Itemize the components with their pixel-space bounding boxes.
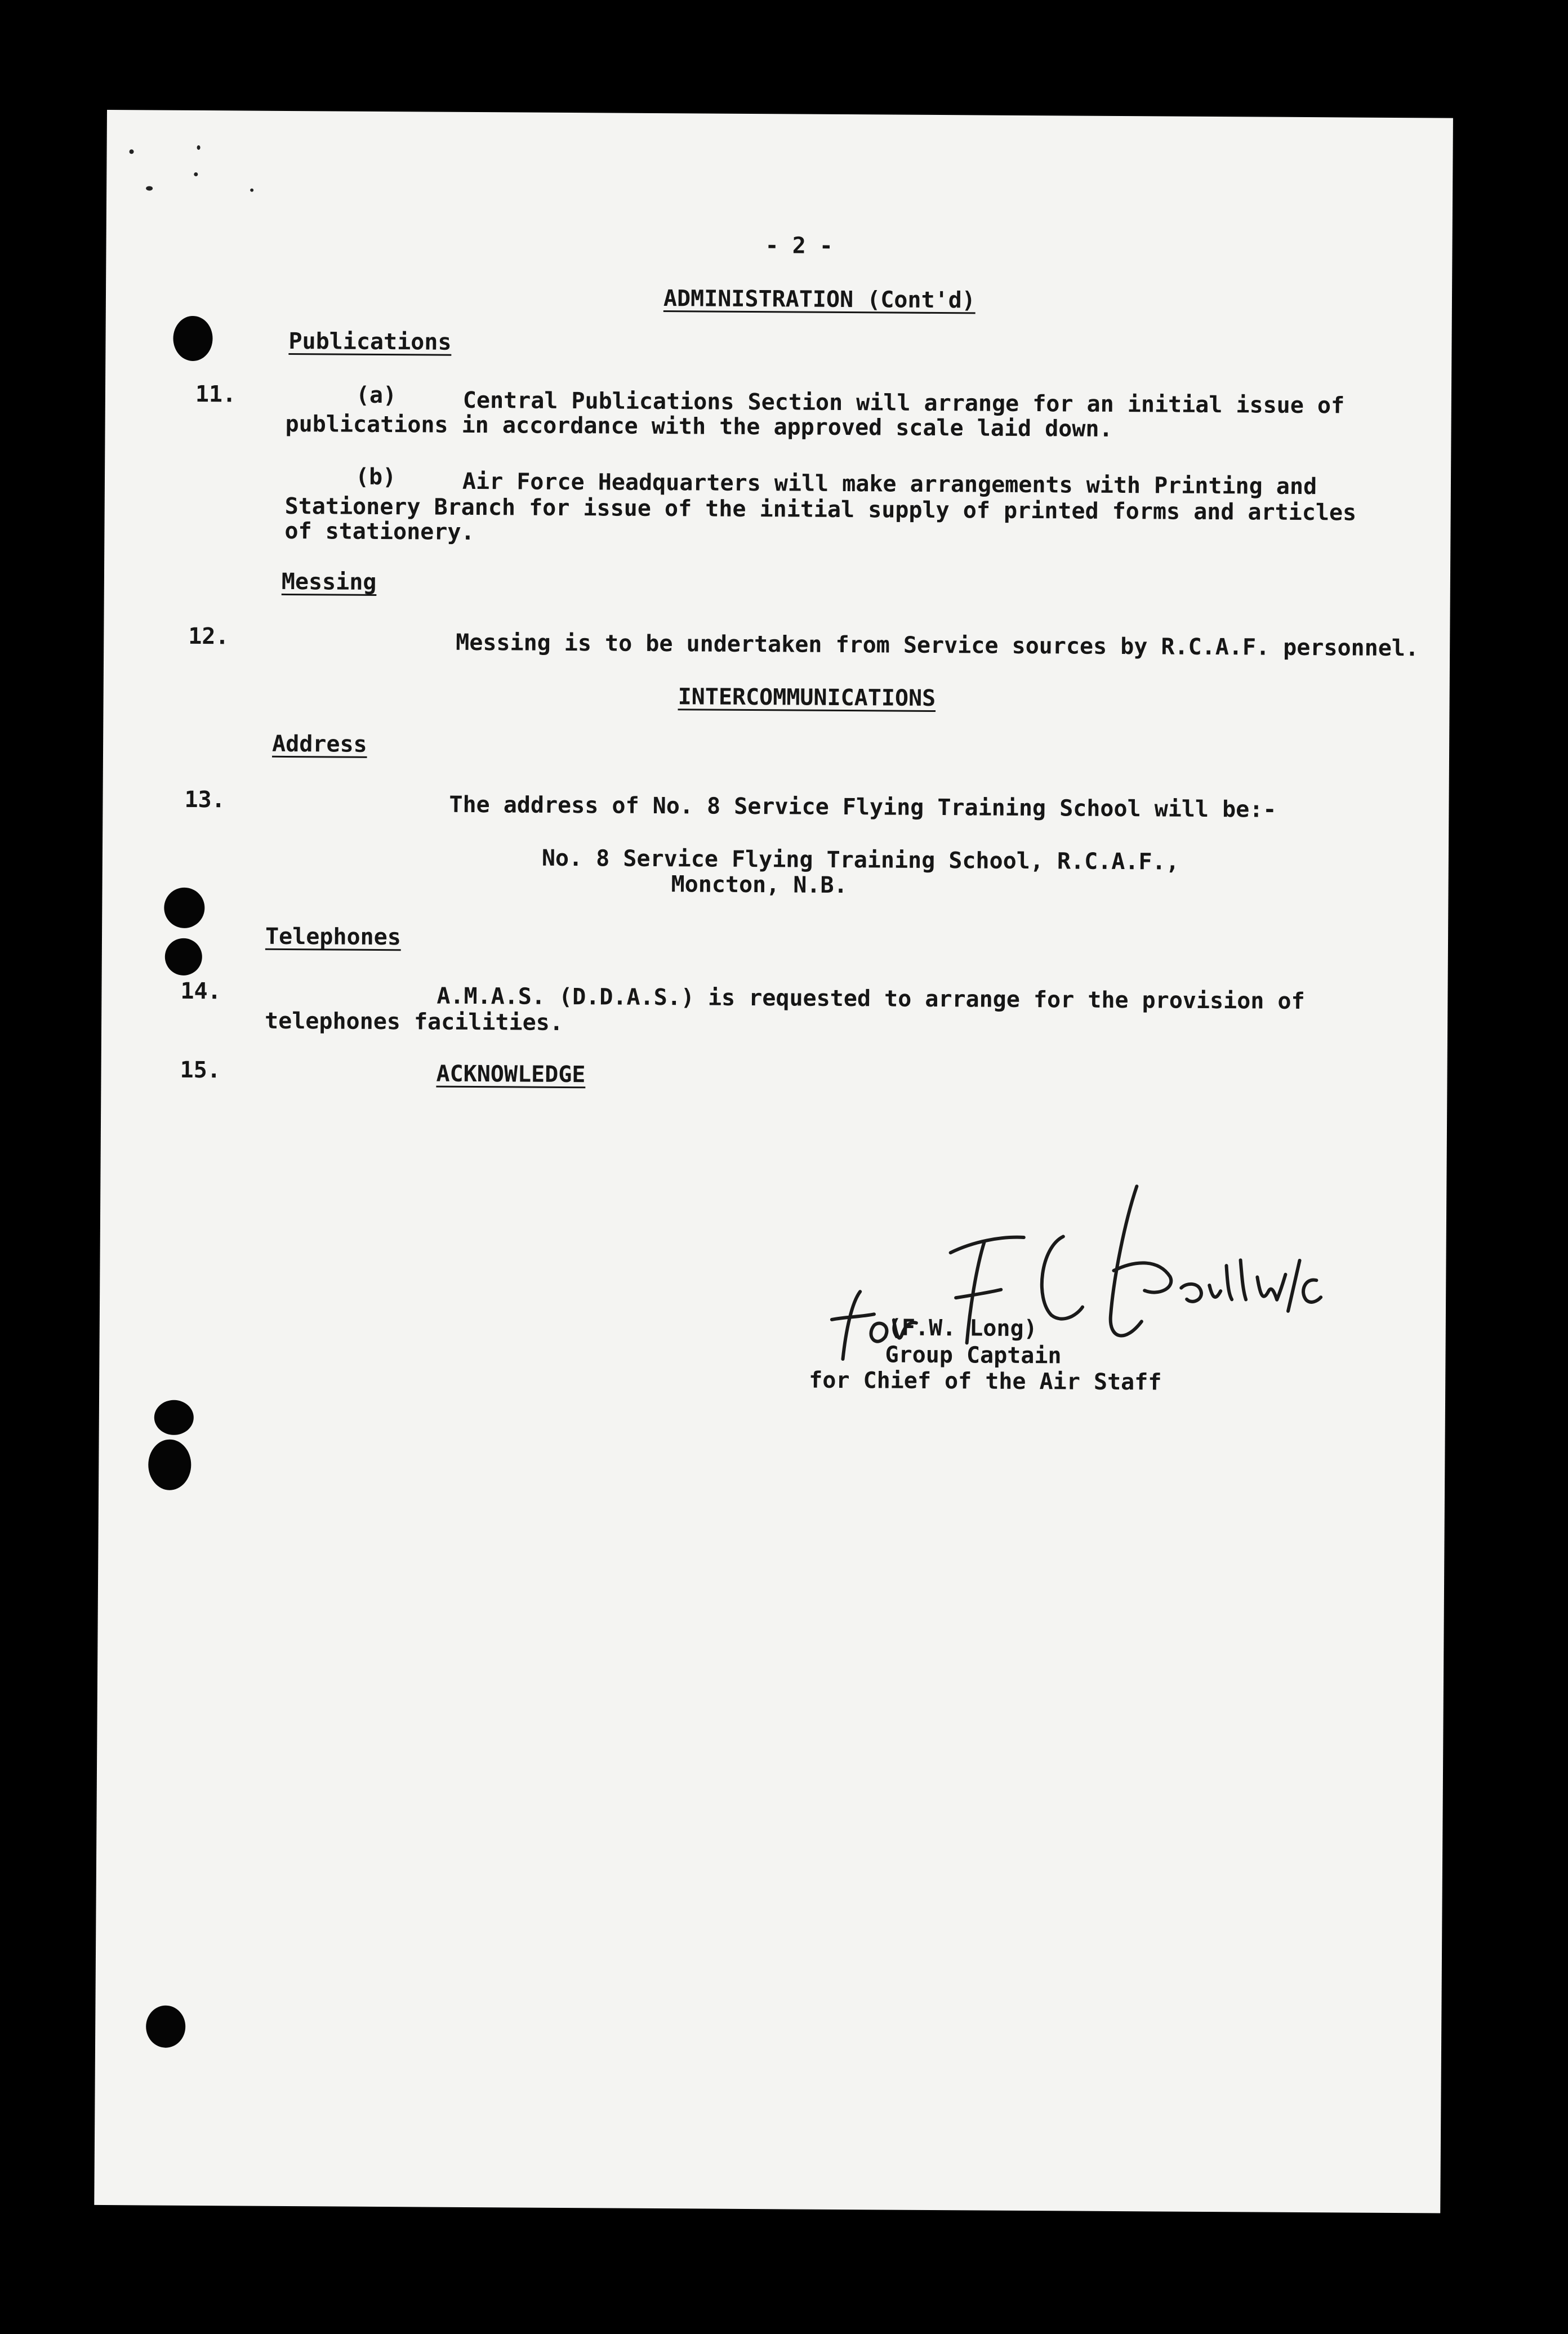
para-11-number: 11. <box>195 381 237 408</box>
address-line-1: No. 8 Service Flying Training School, R.C.A.F., <box>541 845 1179 875</box>
para-11a-label: (a) <box>355 382 397 409</box>
speck <box>146 186 153 190</box>
speck <box>130 149 134 154</box>
page-number: - 2 - <box>765 233 834 259</box>
para-14-line-1: A.M.A.S. (D.D.A.S.) is requested to arrange for the provision of <box>436 983 1305 1015</box>
binder-hole <box>173 316 212 361</box>
binder-hole <box>164 888 204 928</box>
telephones-title: Telephones <box>265 923 402 951</box>
binder-hole <box>154 1400 194 1435</box>
para-11a-line-1: Central Publications Section will arrange for an initial issue of <box>462 387 1345 419</box>
publications-title: Publications <box>288 328 452 355</box>
para-11b-line-1: Air Force Headquarters will make arrangements with Printing and <box>462 468 1317 500</box>
address-line-2: Moncton, N.B. <box>671 871 848 899</box>
address-title: Address <box>271 731 367 758</box>
para-14-line-2: telephones facilities. <box>264 1008 564 1036</box>
speck <box>194 172 198 176</box>
para-13-text: The address of No. 8 Service Flying Training School will be:- <box>449 791 1277 823</box>
para-11a-line-2: publications in accordance with the approved scale laid down. <box>285 411 1113 442</box>
para-12-number: 12. <box>188 623 229 650</box>
speck <box>197 145 201 150</box>
section-heading: ADMINISTRATION (Cont'd) <box>663 286 975 314</box>
binder-hole <box>165 938 202 976</box>
speck <box>250 189 253 192</box>
intercommunications-heading: INTERCOMMUNICATIONS <box>678 684 936 712</box>
para-13-number: 13. <box>184 786 225 813</box>
signatory-name: (F.W. Long) <box>888 1315 1037 1342</box>
para-12-text: Messing is to be undertaken from Service sources by R.C.A.F. personnel. <box>456 629 1419 662</box>
para-11b-label: (b) <box>355 464 397 491</box>
acknowledge-text: ACKNOWLEDGE <box>436 1061 586 1088</box>
para-11b-line-2: Stationery Branch for issue of the initial supply of printed forms and articles <box>284 493 1357 526</box>
para-15-number: 15. <box>180 1057 221 1084</box>
messing-title: Messing <box>281 568 377 595</box>
para-11b-line-3: of stationery. <box>284 518 475 545</box>
document-page <box>94 110 1453 2213</box>
binder-hole <box>148 1439 191 1490</box>
binder-hole <box>146 2005 185 2047</box>
signatory-for-line: for Chief of the Air Staff <box>809 1367 1162 1396</box>
para-14-number: 14. <box>180 978 221 1005</box>
signatory-rank: Group Captain <box>885 1342 1062 1369</box>
